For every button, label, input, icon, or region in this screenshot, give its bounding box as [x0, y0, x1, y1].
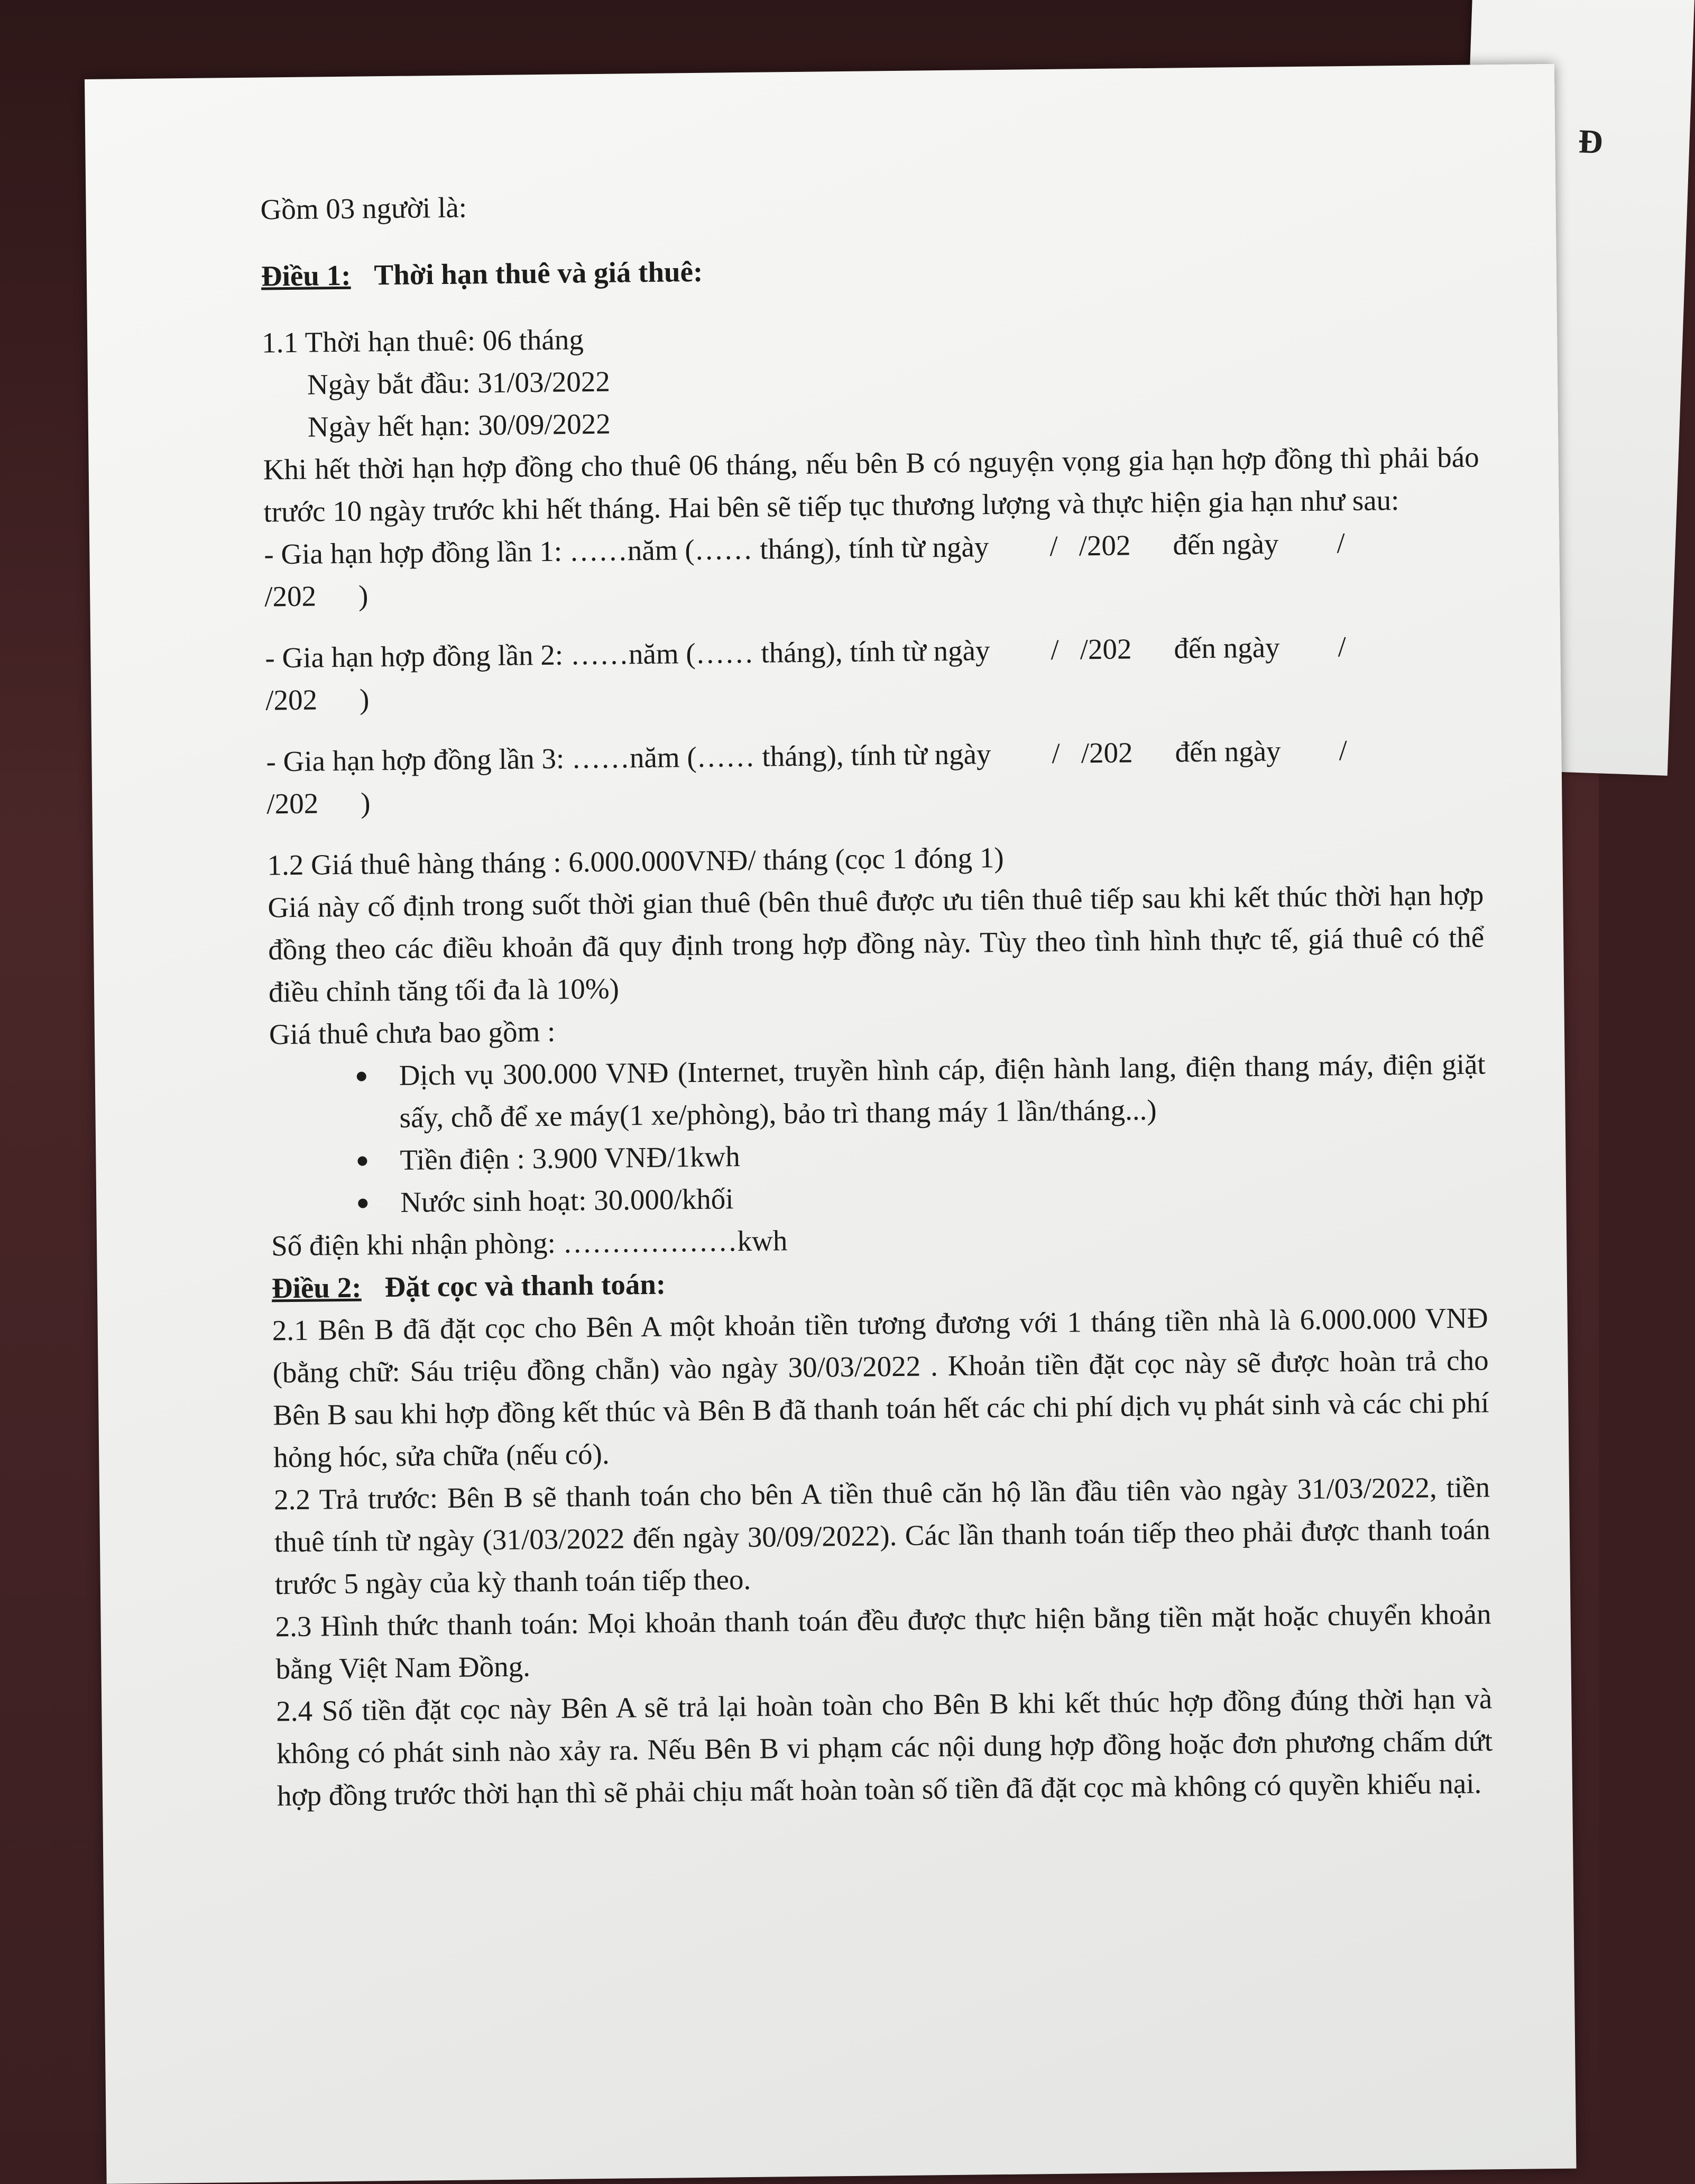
extension-3-year: /202 — [1081, 736, 1133, 769]
excludes-label: Giá thuê chưa bao gồm : — [269, 1015, 556, 1051]
extension-2-slash2: / — [1338, 630, 1347, 663]
contract-content — [260, 176, 1493, 1817]
renewal-paragraph: Khi hết thời hạn hợp đồng cho thuê 06 tháng, nếu bên B có nguyện vọng gia hạn hợp đồng thì phải báo trước 10 ngày trước khi hết tháng. Hai bên sẽ tiếp tục thương lượng và thực hiện gia hạn như sau: — [263, 441, 1479, 528]
extension-1-paren: ) — [358, 579, 369, 612]
extension-2-year: /202 — [1080, 632, 1132, 666]
excludes-list — [269, 1043, 1487, 1225]
list-item: Nước sinh hoạt: 30.000/khối — [400, 1170, 1487, 1224]
extension-1-end-year: /202 — [264, 580, 317, 613]
clause-2-2: 2.2 Trả trước: Bên B sẽ thanh toán cho bên A tiền thuê căn hộ lần đầu tiên vào ngày 31/03/2022, tiền thuê tính từ ngày (31/03/2022 đến ngày 30/09/2022). Các lần thanh toán tiếp theo phải được thanh toán trước 5 ngày của kỳ thanh toán tiếp theo. — [273, 1471, 1491, 1601]
intro-line: Gồm 03 người là: — [260, 191, 467, 226]
contract-page — [85, 64, 1577, 2184]
section-1-1-label: 1.1 Thời hạn thuê: 06 tháng — [261, 323, 584, 359]
extension-3-to: đến ngày — [1175, 735, 1281, 768]
extension-2-prefix: - Gia hạn hợp đồng lần 2: ……năm (…… tháng), tính từ ngày — [265, 634, 990, 674]
list-item: Tiền điện : 3.900 VNĐ/1kwh — [400, 1127, 1487, 1181]
extension-3-slash: / — [1052, 737, 1061, 769]
section-1-2-label: 1.2 Giá thuê hàng tháng : 6.000.000VNĐ/ tháng (cọc 1 đóng 1) — [267, 841, 1004, 882]
article-1-number: Điều 1: — [261, 259, 351, 292]
clause-2-3: 2.3 Hình thức thanh toán: Mọi khoản thanh toán đều được thực hiện bằng tiền mặt hoặc chuyển khoản bằng Việt Nam Đồng. — [275, 1598, 1491, 1685]
clause-2-1: 2.1 Bên B đã đặt cọc cho Bên A một khoản tiền tương đương với 1 tháng tiền nhà là 6.000.000 VNĐ (bằng chữ: Sáu triệu đồng chẵn) vào ngày 30/03/2022 . Khoản tiền đặt cọc này sẽ được hoàn trả cho Bên B sau khi hợp đồng kết thúc và Bên B đã thanh toán hết các chi phí dịch vụ phát sinh và các chi phí hỏng hóc, sửa chữa (nếu có). — [272, 1301, 1489, 1474]
extension-2-end-year: /202 — [265, 683, 318, 717]
extension-3-prefix: - Gia hạn hợp đồng lần 3: ……năm (…… tháng), tính từ ngày — [266, 738, 991, 778]
extension-1-slash2: / — [1337, 527, 1346, 559]
article-1-title: Thời hạn thuê và giá thuê: — [374, 255, 703, 291]
start-date: Ngày bắt đầu: 31/03/2022 — [307, 365, 611, 401]
extension-3-end-year: /202 — [266, 787, 319, 820]
extension-1-prefix: - Gia hạn hợp đồng lần 1: ……năm (…… tháng), tính từ ngày — [264, 530, 989, 571]
extension-1-to: đến ngày — [1173, 527, 1279, 561]
extension-3 — [266, 728, 1483, 825]
extension-2-to: đến ngày — [1174, 631, 1280, 665]
background-sheet-glyph: Đ — [1578, 122, 1604, 161]
article-2-number: Điều 2: — [271, 1271, 362, 1305]
end-date: Ngày hết hạn: 30/09/2022 — [307, 407, 611, 443]
extension-2-slash: / — [1051, 633, 1060, 666]
extension-3-paren: ) — [360, 786, 371, 819]
clause-2-4: 2.4 Số tiền đặt cọc này Bên A sẽ trả lại hoàn toàn cho Bên B khi kết thúc hợp đồng đúng thời hạn và không có phát sinh nào xảy ra. Nếu Bên B vi phạm các nội dung hợp đồng hoặc đơn phương chấm dứt hợp đồng trước thời hạn thì sẽ phải chịu mất hoàn toàn số tiền đã đặt cọc mà không có quyền khiếu nại. — [276, 1682, 1493, 1812]
price-paragraph: Giá này cố định trong suốt thời gian thuê (bên thuê được ưu tiên thuê tiếp sau khi kết thúc thời hạn hợp đồng theo các điều khoản đã quy định trong hợp đồng này. Tùy theo tình hình thực tế, giá thuê có thể điều chỉnh tăng tối đa là 10%) — [268, 878, 1485, 1008]
meter-reading-line: Số điện khi nhận phòng: ………………kwh — [271, 1224, 788, 1262]
article-2-title: Đặt cọc và thanh toán: — [384, 1268, 666, 1304]
extension-1-slash: / — [1049, 529, 1058, 562]
list-item: Dịch vụ 300.000 VNĐ (Internet, truyền hình cáp, điện hành lang, điện thang máy, điện giặt sấy, chỗ để xe máy(1 xe/phòng), bảo trì thang máy 1 lần/tháng...) — [399, 1043, 1486, 1139]
extension-3-slash2: / — [1339, 734, 1348, 767]
extension-2-paren: ) — [359, 683, 370, 715]
extension-1 — [264, 520, 1481, 618]
extension-2 — [265, 624, 1482, 721]
extension-1-year: /202 — [1079, 529, 1131, 562]
